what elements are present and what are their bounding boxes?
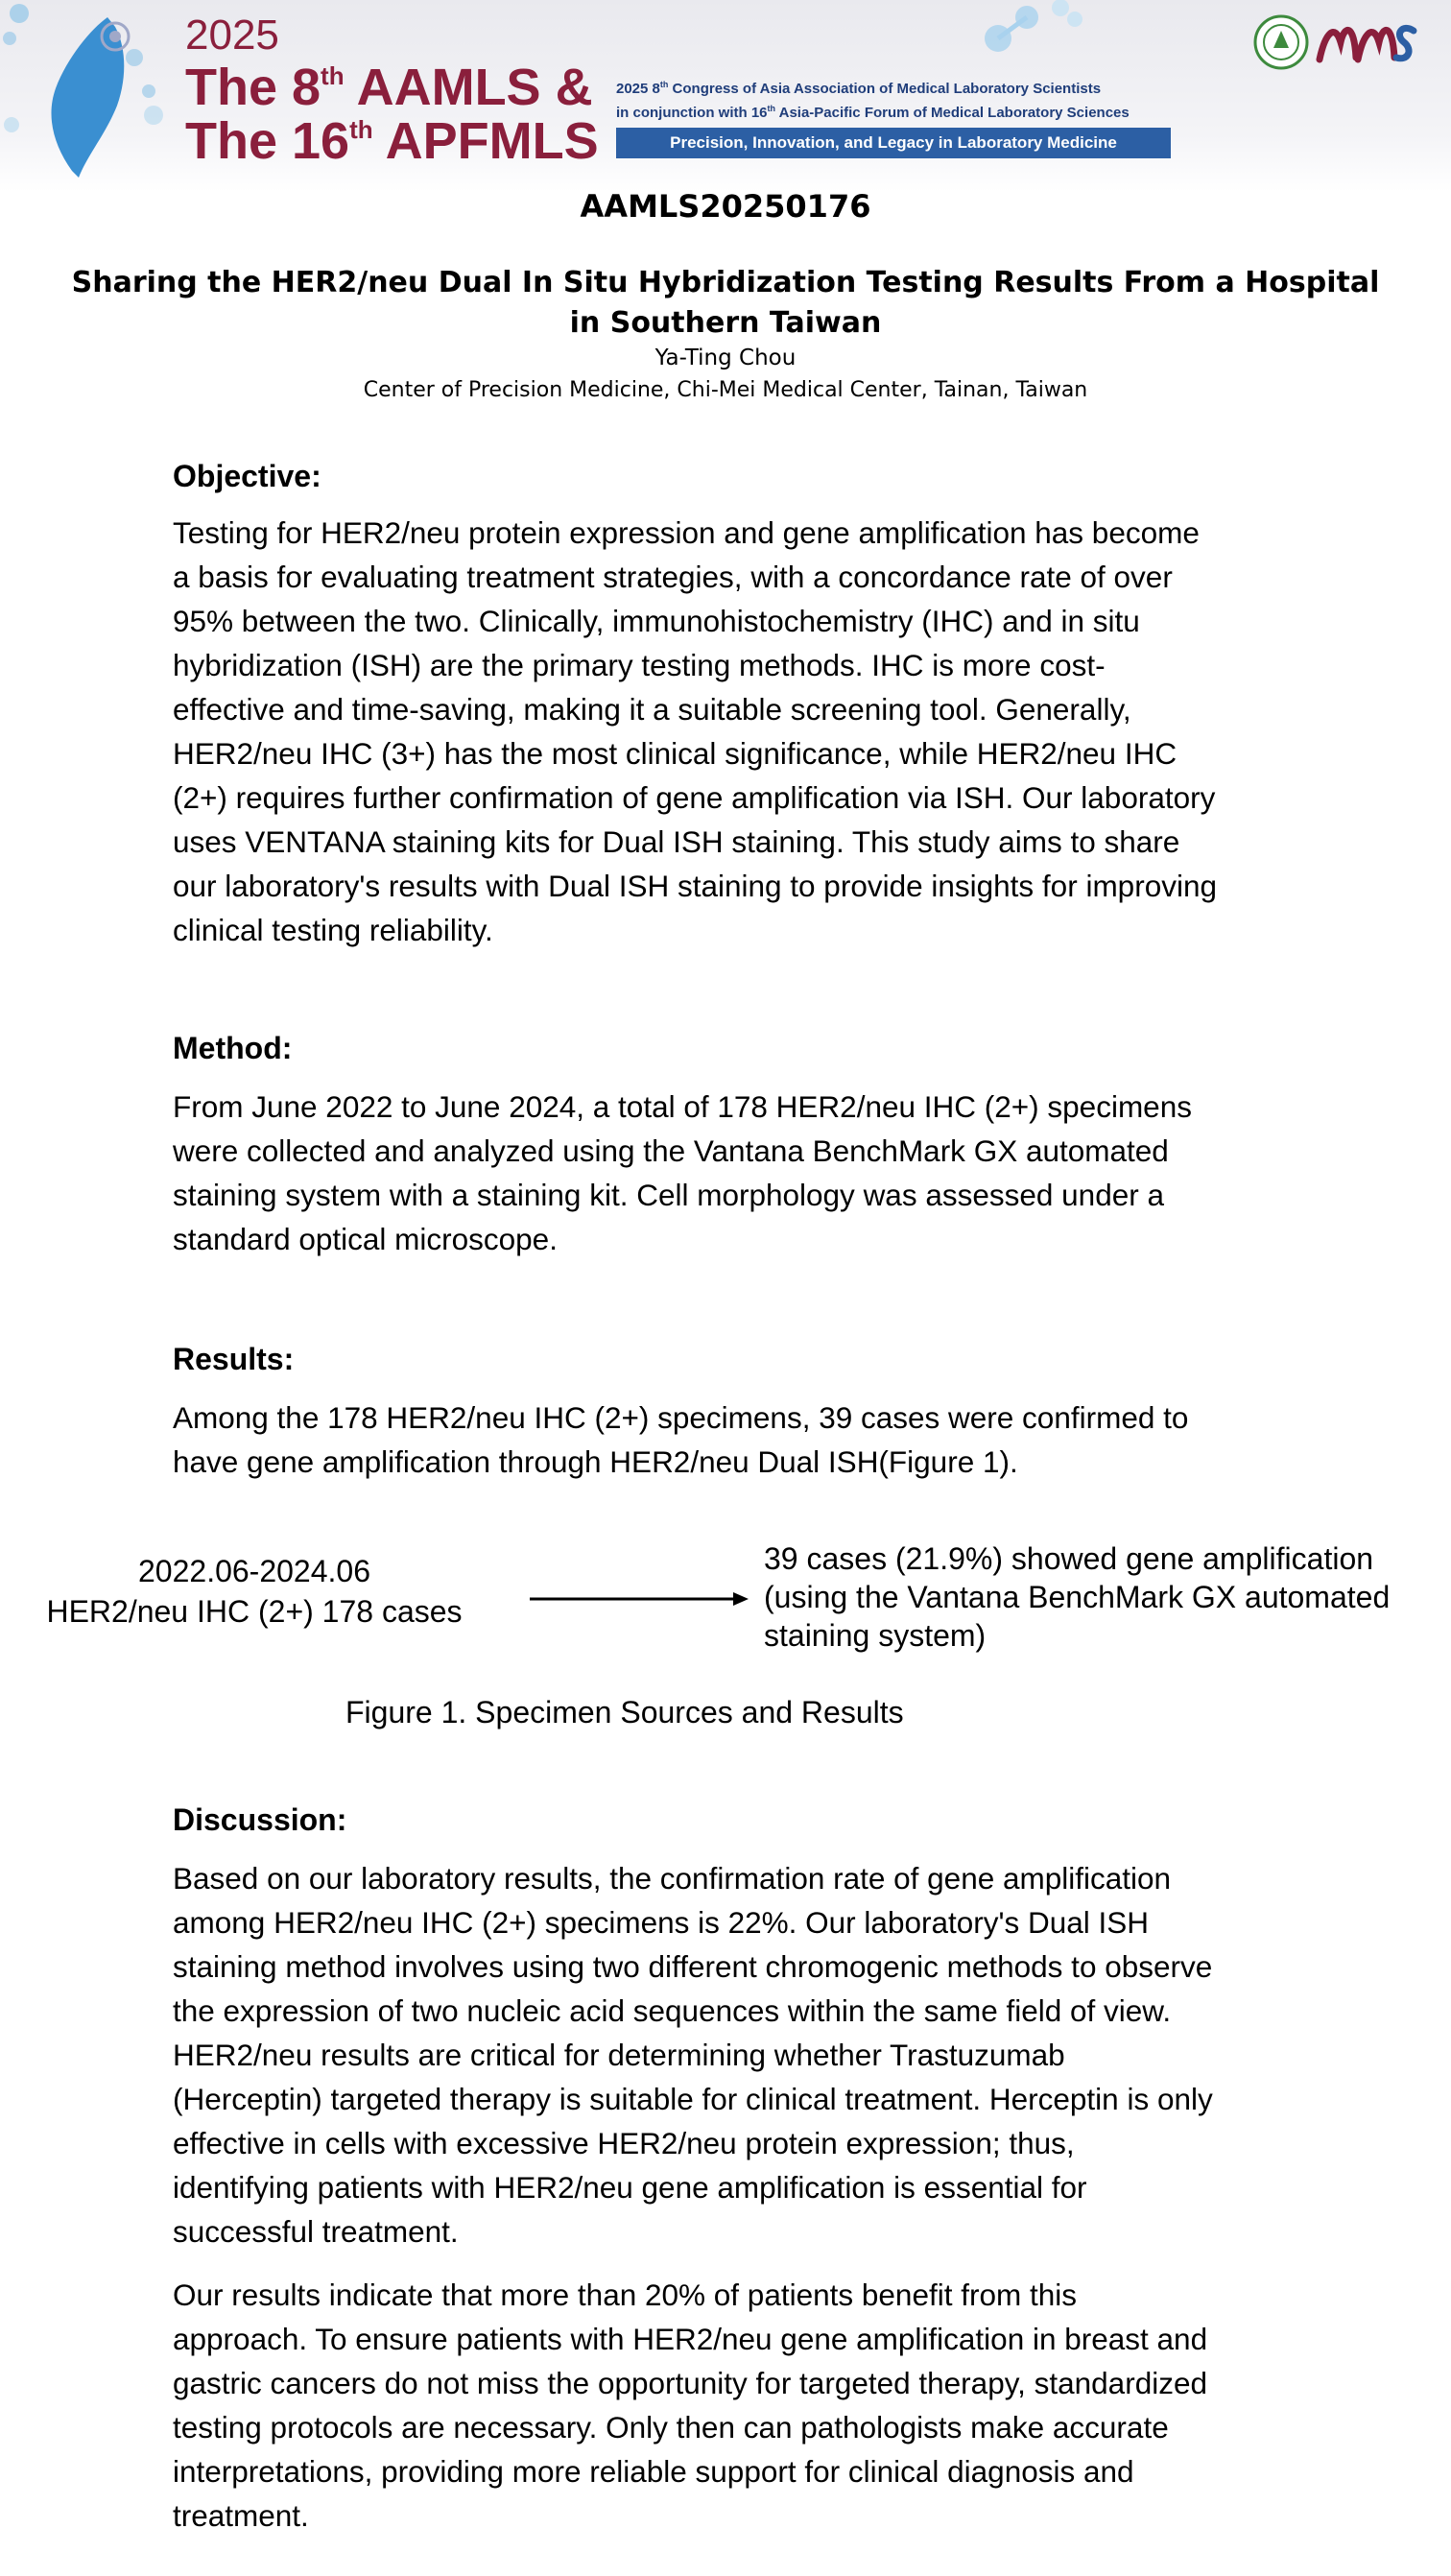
text-line: testing protocols are necessary. Only then can pathologists make accurate	[173, 2410, 1169, 2445]
conference-year: 2025	[185, 12, 279, 59]
text-line: Among the 178 HER2/neu IHC (2+) specimens, 39 cases were confirmed to	[173, 1400, 1189, 1435]
text-line: the expression of two nucleic acid sequences within the same field of view.	[173, 1993, 1172, 2028]
objective-heading: Objective:	[173, 459, 321, 493]
text-line: HER2/neu IHC (3+) has the most clinical significance, while HER2/neu IHC	[173, 736, 1177, 771]
figure-result-line: staining system)	[764, 1618, 987, 1653]
text-line: Testing for HER2/neu protein expression and gene amplification has become	[173, 515, 1200, 550]
text-line: standard optical microscope.	[173, 1222, 558, 1256]
figure-caption: Figure 1. Specimen Sources and Results	[345, 1695, 904, 1729]
text-line: hybridization (ISH) are the primary testing methods. IHC is more cost-	[173, 648, 1106, 682]
text-line: (2+) requires further confirmation of gene amplification via ISH. Our laboratory	[173, 780, 1216, 815]
text-line: successful treatment.	[173, 2214, 459, 2249]
figure-source-box	[19, 1551, 489, 1632]
figure-result-box	[764, 1539, 1436, 1655]
society-seal-icon	[1252, 13, 1310, 71]
method-heading: Method:	[173, 1031, 293, 1065]
conference-banner	[0, 0, 1451, 192]
figure-specimen-count: HER2/neu IHC (2+) 178 cases	[46, 1594, 463, 1629]
congress-description: 2025 8th Congress of Asia Association of Medical Laboratory Scientists in conjunction with 16th Asia-Pacific Forum of Medical Laboratory Sciences	[616, 80, 1130, 121]
conference-tagline: Precision, Innovation, and Legacy in Laboratory Medicine	[616, 128, 1171, 158]
taiwan-map-icon	[0, 0, 182, 192]
text-line: interpretations, providing more reliable support for clinical diagnosis and	[173, 2454, 1134, 2489]
results-paragraph	[173, 1395, 1286, 1484]
right-arrow-icon	[530, 1589, 750, 1609]
text-line: treatment.	[173, 2498, 309, 2533]
author-affiliation: Center of Precision Medicine, Chi-Mei Medical Center, Tainan, Taiwan	[363, 378, 1088, 402]
text-line: our laboratory's results with Dual ISH staining to provide insights for improving	[173, 869, 1217, 903]
text-line: Based on our laboratory results, the confirmation rate of gene amplification	[173, 1861, 1172, 1896]
figure-period: 2022.06-2024.06	[138, 1554, 370, 1588]
results-heading: Results:	[173, 1342, 295, 1376]
text-line: have gene amplification through HER2/neu Dual ISH(Figure 1).	[173, 1444, 1018, 1479]
logo-group	[1252, 13, 1419, 71]
text-line: staining system with a staining kit. Cell morphology was assessed under a	[173, 1178, 1164, 1212]
text-line: a basis for evaluating treatment strategies, with a concordance rate of over	[173, 560, 1173, 594]
text-line: 95% between the two. Clinically, immunohistochemistry (IHC) and in situ	[173, 604, 1140, 638]
abstract-code: AAMLS20250176	[580, 188, 871, 225]
text-line: clinical testing reliability.	[173, 913, 493, 947]
text-line: gastric cancers do not miss the opportunity for targeted therapy, standardized	[173, 2366, 1207, 2400]
conference-name-line2: The 16th APFMLS	[185, 112, 599, 170]
figure-result-line: 39 cases (21.9%) showed gene amplification	[764, 1541, 1374, 1576]
text-line: staining method involves using two different chromogenic methods to observe	[173, 1949, 1213, 1984]
author-name: Ya-Ting Chou	[654, 346, 797, 370]
text-line: Our results indicate that more than 20% of patients benefit from this	[173, 2278, 1077, 2312]
text-line: From June 2022 to June 2024, a total of 178 HER2/neu IHC (2+) specimens	[173, 1089, 1192, 1124]
text-line: identifying patients with HER2/neu gene amplification is essential for	[173, 2170, 1087, 2205]
figure-result-line: (using the Vantana BenchMark GX automated	[764, 1580, 1391, 1614]
text-line: uses VENTANA staining kits for Dual ISH staining. This study aims to share	[173, 824, 1180, 859]
text-line: HER2/neu results are critical for determining whether Trastuzumab	[173, 2038, 1065, 2072]
text-line: among HER2/neu IHC (2+) specimens is 22%. Our laboratory's Dual ISH	[173, 1905, 1150, 1940]
paper-title: Sharing the HER2/neu Dual In Situ Hybridization Testing Results From a Hospital in Southern Taiwan	[71, 266, 1380, 340]
text-line: effective in cells with excessive HER2/neu protein expression; thus,	[173, 2126, 1075, 2160]
discussion-heading: Discussion:	[173, 1802, 347, 1837]
ams-logo-icon	[1314, 13, 1419, 71]
objective-paragraph	[173, 511, 1286, 952]
text-line: effective and time-saving, making it a suitable screening tool. Generally,	[173, 692, 1131, 727]
text-line: (Herceptin) targeted therapy is suitable for clinical treatment. Herceptin is only	[173, 2082, 1213, 2116]
text-line: approach. To ensure patients with HER2/neu gene amplification in breast and	[173, 2322, 1208, 2356]
method-paragraph	[173, 1085, 1286, 1261]
discussion-paragraph-1	[173, 1856, 1286, 2254]
discussion-paragraph-2	[173, 2273, 1286, 2538]
text-line: were collected and analyzed using the Vantana BenchMark GX automated	[173, 1133, 1169, 1168]
conference-name-line1: The 8th AAMLS &	[185, 59, 593, 116]
